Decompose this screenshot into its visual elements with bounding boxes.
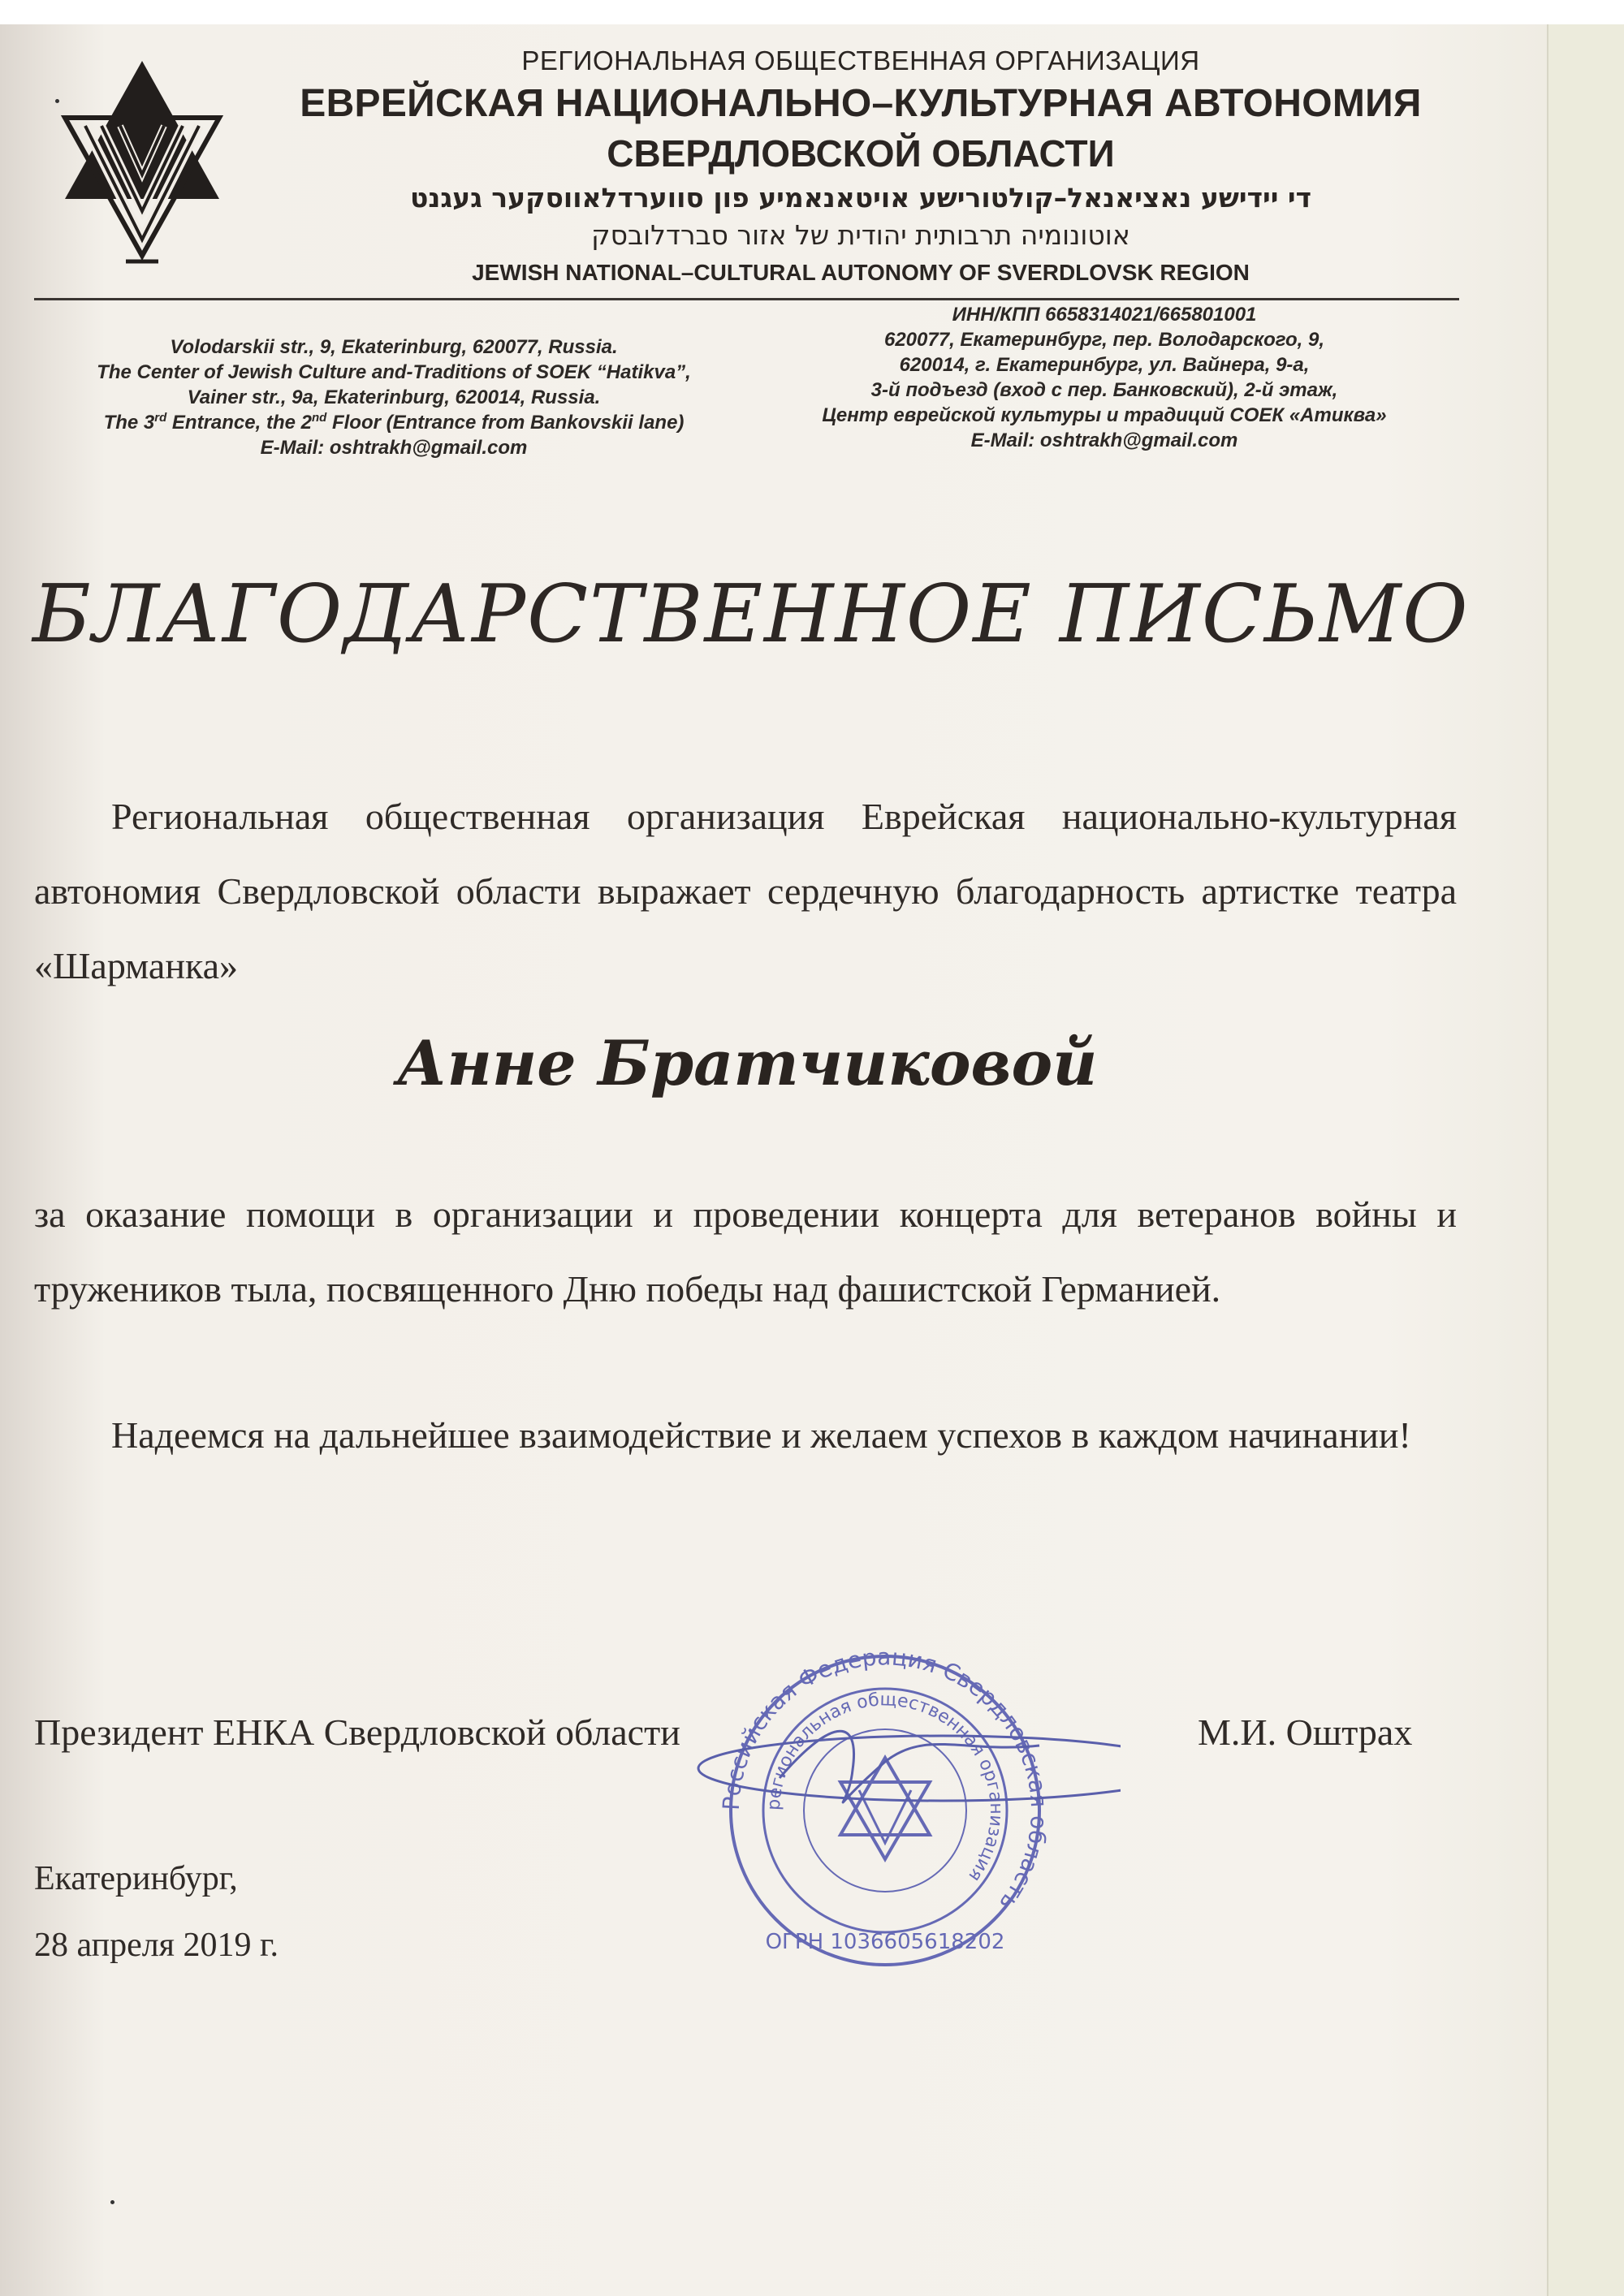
stamp-outer-text: Российская Федерация Свердловская область — [717, 1643, 1053, 1916]
scan-margin — [0, 0, 1624, 24]
recipient-name: Анне Братчиковой — [396, 1027, 1098, 1099]
signature-position: Президент ЕНКА Свердловской области — [34, 1711, 680, 1753]
address-left-line4: The 3rd Entrance, the 2nd Floor (Entrance from Bankovskii lane) — [103, 411, 685, 434]
address-right-line1: ИНН/КПП 6658314021/665801001 — [952, 304, 1257, 326]
address-left-line2: The Center of Jewish Culture and-Traditions of SOEK “Hatikva”, — [97, 361, 691, 383]
stamp-inner-text: региональная общественная организация — [763, 1690, 1007, 1885]
document-title: БЛАГОДАРСТВЕННОЕ ПИСЬМО — [32, 568, 1470, 661]
header-title-line1: ЕВРЕЙСКАЯ НАЦИОНАЛЬНО–КУЛЬТУРНАЯ АВТОНОМИЯ — [300, 82, 1422, 125]
stamp-ogrn: ОГРН 1036605618202 — [765, 1930, 1005, 1954]
address-right-line2: 620077, Екатеринбург, пер. Володарского, 9, — [883, 329, 1325, 351]
paper-edge — [1547, 0, 1624, 2296]
address-left-line1: Volodarskii str., 9, Ekaterinburg, 620077, Russia. — [170, 336, 618, 358]
header-title-line2: СВЕРДЛОВСКОЙ ОБЛАСТИ — [607, 132, 1115, 175]
date: 28 апреля 2019 г. — [34, 1927, 279, 1964]
organization-logo-icon — [57, 57, 227, 268]
address-right-email: E-Mail: oshtrakh@gmail.com — [970, 429, 1238, 451]
header-divider — [34, 298, 1459, 300]
header-region-org: РЕГИОНАЛЬНАЯ ОБЩЕСТВЕННАЯ ОРГАНИЗАЦИЯ — [521, 45, 1200, 76]
header-hebrew: אוטונומיה תרבותית יהודית של אזור סברדלובסק — [591, 219, 1130, 251]
place: Екатеринбург, — [34, 1860, 238, 1897]
address-right — [771, 302, 1437, 453]
svg-text:региональная общественная орга — [764, 1690, 1006, 1885]
address-left-line3: Vainer str., 9a, Ekaterinburg, 620014, Russia. — [187, 386, 601, 408]
signature-name: М.И. Оштрах — [1198, 1711, 1413, 1753]
official-stamp-seal — [617, 1624, 1121, 1973]
header-english: JEWISH NATIONAL–CULTURAL AUTONOMY OF SVERDLOVSK REGION — [472, 260, 1250, 285]
address-left — [32, 334, 755, 460]
address-right-line4: 3-й подъезд (вход с пер. Банковский), 2-й этаж, — [870, 379, 1338, 401]
paragraph-intro: Региональная общественная организация Еврейская национально-культурная автономия Свердловской области выражает сердечную благодарность артистке театра «Шарманка» — [34, 796, 1457, 986]
paragraph-reason: за оказание помощи в организации и проведении концерта для ветеранов войны и тружеников тыла, посвященного Дню победы над фашистской Германией. — [34, 1193, 1457, 1310]
header-yiddish: די יידישע נאציאנאל–קולטורישע אויטאנאמיע פון סווערדלאווסקער געגנט — [409, 182, 1312, 214]
paragraph-wishes: Надеемся на дальнейшее взаимодействие и желаем успехов в каждом начинании! — [111, 1414, 1411, 1456]
address-right-line5: Центр еврейской культуры и традиций СОЕК «Атиква» — [822, 404, 1387, 426]
scan-speck — [55, 99, 59, 103]
address-right-line3: 620014, г. Екатеринбург, ул. Вайнера, 9-а, — [899, 354, 1310, 376]
scan-speck — [110, 2200, 114, 2204]
address-left-email: E-Mail: oshtrakh@gmail.com — [260, 437, 528, 459]
